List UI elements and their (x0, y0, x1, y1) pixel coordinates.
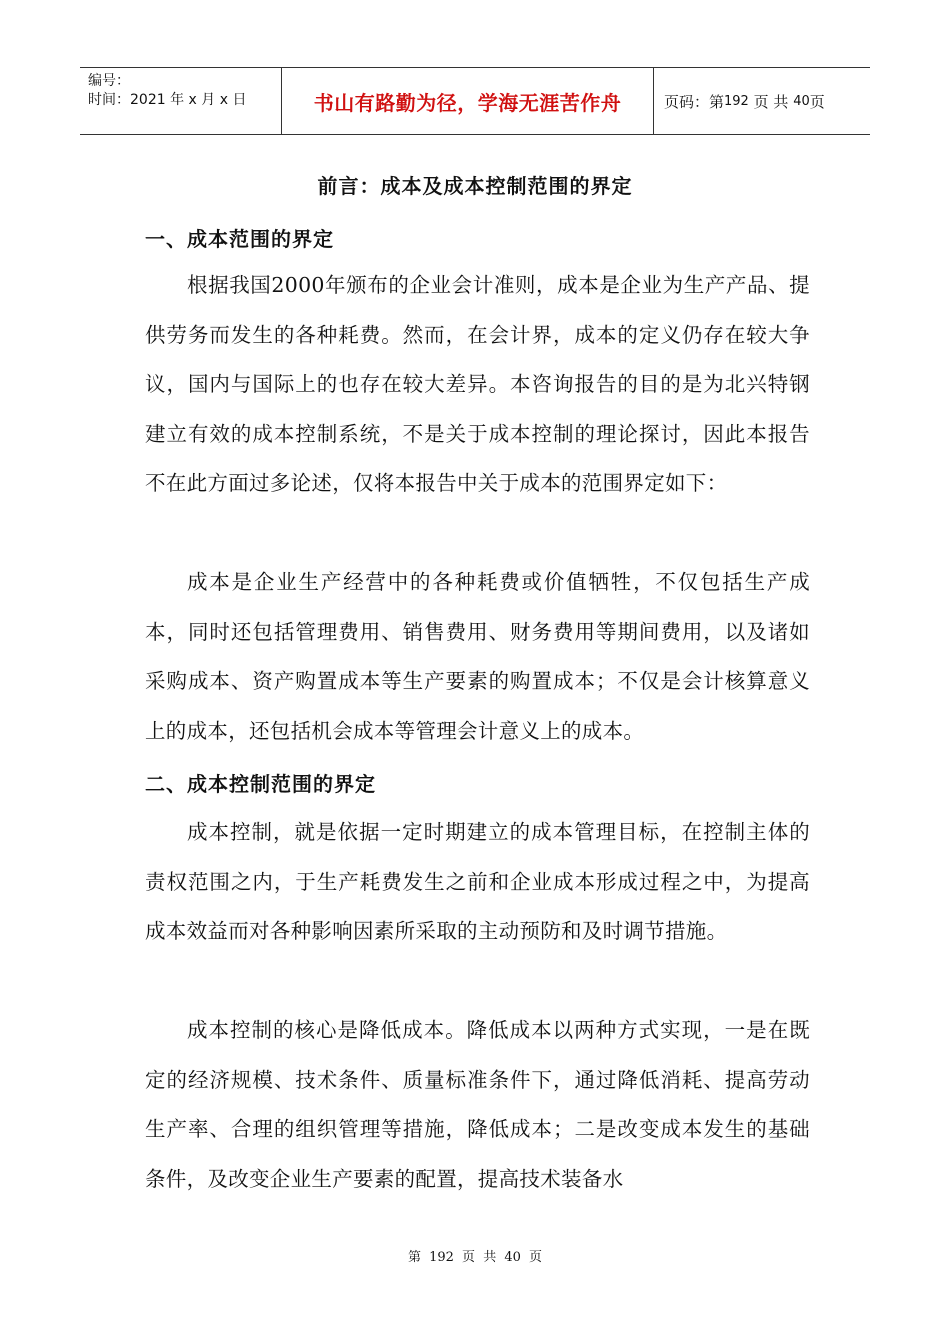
page-footer: 第 192 页 共 40 页 (407, 1250, 543, 1265)
document-header (80, 67, 870, 135)
section-heading-2: 二、成本控制范围的界定 (145, 772, 376, 796)
section1-paragraph-2: 成本是企业生产经营中的各种耗费或价值牺牲，不仅包括生产成本，同时还包括管理费用、销售费用、财务费用等期间费用，以及诸如采购成本、资产购置成本等生产要素的购置成本；不仅是会计核算意义上的成本，还包括机会成本等管理会计意义上的成本。 (145, 570, 810, 743)
page-total-number: 40 (793, 93, 810, 109)
page-current-number: 192 (724, 93, 749, 109)
section2-paragraph-1: 成本控制，就是依据一定时期建立的成本管理目标，在控制主体的责权范围之内，于生产耗费发生之前和企业成本形成过程之中，为提高成本效益而对各种影响因素所采取的主动预防和及时调节措施。 (145, 820, 810, 944)
section2-paragraph-2: 成本控制的核心是降低成本。降低成本以两种方式实现，一是在既定的经济规模、技术条件、质量标准条件下，通过降低消耗、提高劳动生产率、合理的组织管理等措施，降低成本；二是改变成本发生的基础条件，及改变企业生产要素的配置，提高技术装备水 (145, 1018, 810, 1191)
page-suffix: 页 (809, 92, 825, 111)
page-mid: 页 共 (753, 92, 789, 111)
motto-text: 书山有路勤为径，学海无涯苦作舟 (313, 90, 622, 115)
header-meta-cell (80, 68, 281, 134)
serial-number-label: 编号： (88, 73, 130, 89)
header-motto-cell (281, 68, 654, 134)
document-title: 前言：成本及成本控制范围的界定 (317, 174, 633, 198)
page-prefix: 页码：第 (664, 92, 725, 111)
section-heading-1: 一、成本范围的界定 (145, 227, 334, 251)
section1-paragraph-1: 根据我国2000年颁布的企业会计准则，成本是企业为生产产品、提供劳务而发生的各种耗费。然而，在会计界，成本的定义仍存在较大争议，国内与国际上的也存在较大差异。本咨询报告的目的是为北兴特钢建立有效的成本控制系统，不是关于成本控制的理论探讨，因此本报告不在此方面过多论述，仅将本报告中关于成本的范围界定如下： (145, 273, 810, 496)
header-page-cell (654, 68, 870, 134)
date-label: 时间：2021 年 x 月 x 日 (88, 92, 247, 108)
